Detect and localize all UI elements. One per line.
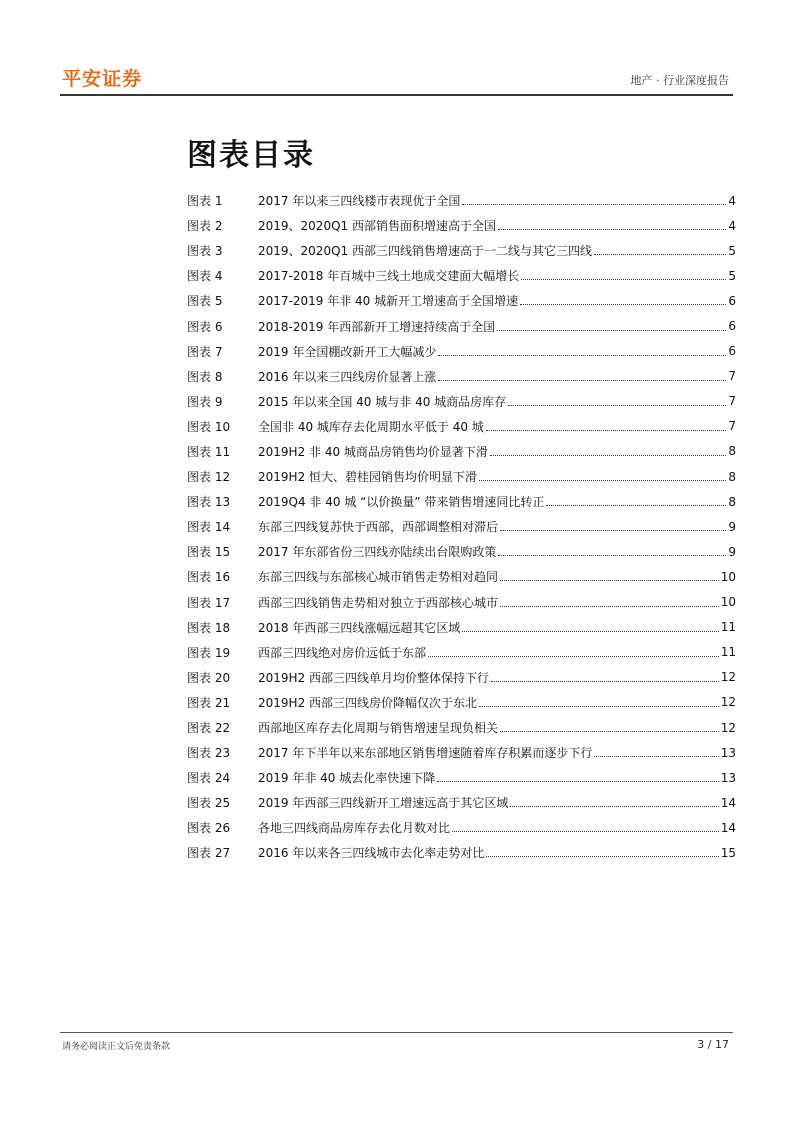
- dot-leader: [479, 706, 719, 707]
- figure-page: 13: [720, 770, 736, 785]
- figure-number: 图表 9: [187, 394, 223, 409]
- figure-title: 2017-2018 年百城中三线土地成交建面大幅增长: [258, 269, 520, 284]
- figure-page: 12: [720, 720, 736, 735]
- figure-number: 图表 16: [187, 570, 231, 585]
- dot-leader: [498, 229, 726, 230]
- figure-number: 图表 10: [187, 419, 231, 434]
- toc-entry[interactable]: [187, 313, 736, 338]
- toc-entry[interactable]: [187, 590, 736, 615]
- figure-page: 6: [728, 344, 736, 359]
- figure-number: 图表 21: [187, 695, 231, 710]
- dot-leader: [500, 580, 719, 581]
- dot-leader: [497, 330, 726, 331]
- toc-entry[interactable]: [187, 539, 736, 564]
- figure-title: 2017 年东部省份三四线亦陆续出台限购政策: [258, 545, 497, 560]
- figure-title: 2019Q4 非 40 城 “以价换量” 带来销售增速同比转正: [258, 495, 545, 510]
- disclaimer-note: 请务必阅读正文后免责条款: [62, 1042, 171, 1052]
- figure-number: 图表 1: [187, 194, 223, 209]
- figure-page: 12: [720, 695, 736, 710]
- figure-number: 图表 3: [187, 244, 223, 259]
- figure-title: 2019 年全国棚改新开工大幅减少: [258, 344, 437, 359]
- dot-leader: [490, 455, 726, 456]
- page-title: 图表目录: [187, 138, 315, 173]
- figure-title: 2019、2020Q1 西部销售面积增速高于全国: [258, 219, 496, 234]
- dot-leader: [594, 756, 718, 757]
- figure-number: 图表 4: [187, 269, 223, 284]
- figure-page: 7: [728, 394, 736, 409]
- dot-leader: [438, 355, 726, 356]
- dot-leader: [521, 279, 726, 280]
- figure-title: 2016 年以来各三四线城市去化率走势对比: [258, 846, 485, 861]
- figure-page: 14: [720, 795, 736, 810]
- toc-entry[interactable]: [187, 364, 736, 389]
- page-number: 3 / 17: [697, 1038, 729, 1051]
- figure-number: 图表 5: [187, 294, 223, 309]
- figure-title: 东部三四线与东部核心城市销售走势相对趋同: [258, 570, 499, 585]
- footer-divider: [60, 1032, 733, 1033]
- figure-title: 2015 年以来全国 40 城与非 40 城商品房库存: [258, 394, 507, 409]
- dot-leader: [520, 304, 726, 305]
- figure-title: 西部三四线绝对房价远低于东部: [258, 645, 427, 660]
- figure-title: 2019H2 恒大、碧桂园销售均价明显下滑: [258, 470, 478, 485]
- figure-number: 图表 23: [187, 746, 231, 761]
- dot-leader: [500, 530, 726, 531]
- figure-number: 图表 18: [187, 620, 231, 635]
- company-logo: 平安证券: [62, 68, 143, 90]
- figure-title: 2019 年西部三四线新开工增速远高于其它区域: [258, 796, 509, 811]
- toc-entry[interactable]: [187, 213, 736, 238]
- figure-number: 图表 7: [187, 344, 223, 359]
- figure-title: 2017-2019 年非 40 城新开工增速高于全国增速: [258, 294, 519, 309]
- figure-number: 图表 14: [187, 520, 231, 535]
- toc-entry[interactable]: [187, 439, 736, 464]
- toc-entry[interactable]: [187, 815, 736, 840]
- figure-title: 2017 年以来三四线楼市表现优于全国: [258, 194, 461, 209]
- figure-title: 东部三四线复苏快于西部，西部调整相对滞后: [258, 520, 499, 535]
- figure-page: 11: [720, 645, 736, 660]
- figure-number: 图表 24: [187, 771, 231, 786]
- figure-page: 11: [720, 620, 736, 635]
- figure-page: 10: [720, 569, 736, 584]
- figure-page: 10: [720, 595, 736, 610]
- toc-entry[interactable]: [187, 389, 736, 414]
- header-divider: [60, 94, 733, 96]
- dot-leader: [438, 380, 726, 381]
- figure-title: 2019H2 非 40 城商品房销售均价显著下滑: [258, 444, 488, 459]
- toc-entry[interactable]: [187, 514, 736, 539]
- figure-number: 图表 20: [187, 670, 231, 685]
- figure-number: 图表 26: [187, 821, 231, 836]
- figure-page: 7: [728, 419, 736, 434]
- dot-leader: [452, 831, 719, 832]
- figure-list: [187, 188, 736, 866]
- toc-entry[interactable]: [187, 238, 736, 263]
- dot-leader: [462, 631, 718, 632]
- figure-number: 图表 8: [187, 369, 223, 384]
- figure-page: 8: [728, 444, 736, 459]
- figure-page: 8: [728, 469, 736, 484]
- figure-number: 图表 27: [187, 846, 231, 861]
- figure-page: 8: [728, 494, 736, 509]
- dot-leader: [486, 856, 718, 857]
- figure-title: 西部三四线销售走势相对独立于西部核心城市: [258, 595, 499, 610]
- figure-number: 图表 13: [187, 495, 231, 510]
- figure-number: 图表 6: [187, 319, 223, 334]
- figure-page: 4: [728, 218, 736, 233]
- figure-number: 图表 11: [187, 444, 231, 459]
- figure-number: 图表 12: [187, 470, 231, 485]
- dot-leader: [500, 731, 719, 732]
- figure-number: 图表 22: [187, 721, 231, 736]
- figure-page: 13: [720, 745, 736, 760]
- figure-page: 9: [728, 544, 736, 559]
- dot-leader: [479, 480, 726, 481]
- figure-title: 全国非 40 城库存去化周期水平低于 40 城: [258, 419, 484, 434]
- figure-title: 2018-2019 年西部新开工增速持续高于全国: [258, 319, 496, 334]
- dot-leader: [498, 555, 726, 556]
- figure-number: 图表 19: [187, 645, 231, 660]
- toc-entry[interactable]: [187, 188, 736, 213]
- dot-leader: [437, 781, 718, 782]
- figure-number: 图表 15: [187, 545, 231, 560]
- figure-number: 图表 25: [187, 796, 231, 811]
- dot-leader: [491, 681, 719, 682]
- figure-page: 5: [728, 243, 736, 258]
- figure-number: 图表 17: [187, 595, 231, 610]
- toc-entry[interactable]: [187, 263, 736, 288]
- toc-entry[interactable]: [187, 489, 736, 514]
- toc-entry[interactable]: [187, 740, 736, 765]
- dot-leader: [462, 204, 726, 205]
- toc-entry[interactable]: [187, 288, 736, 313]
- toc-entry[interactable]: [187, 464, 736, 489]
- dot-leader: [508, 405, 726, 406]
- figure-page: 6: [728, 319, 736, 334]
- figure-title: 2019H2 西部三四线房价降幅仅次于东北: [258, 695, 478, 710]
- dot-leader: [428, 656, 719, 657]
- dot-leader: [510, 806, 718, 807]
- toc-entry[interactable]: [187, 690, 736, 715]
- toc-entry[interactable]: [187, 665, 736, 690]
- toc-entry[interactable]: [187, 840, 736, 865]
- toc-entry[interactable]: [187, 615, 736, 640]
- figure-title: 2017 年下半年以来东部地区销售增速随着库存积累而逐步下行: [258, 746, 593, 761]
- figure-page: 14: [720, 820, 736, 835]
- dot-leader: [546, 505, 726, 506]
- toc-entry[interactable]: [187, 564, 736, 589]
- document-type-label: 地产 · 行业深度报告: [630, 74, 729, 87]
- figure-page: 6: [728, 293, 736, 308]
- dot-leader: [500, 606, 719, 607]
- toc-entry[interactable]: [187, 640, 736, 665]
- figure-title: 2019H2 西部三四线单月均价整体保持下行: [258, 670, 490, 685]
- toc-entry[interactable]: [187, 765, 736, 790]
- figure-title: 各地三四线商品房库存去化月数对比: [258, 821, 451, 836]
- toc-entry[interactable]: [187, 715, 736, 740]
- figure-page: 4: [728, 193, 736, 208]
- figure-page: 5: [728, 268, 736, 283]
- dot-leader: [594, 254, 726, 255]
- figure-number: 图表 2: [187, 219, 223, 234]
- toc-entry[interactable]: [187, 339, 736, 364]
- figure-title: 2019 年非 40 城去化率快速下降: [258, 771, 436, 786]
- figure-page: 7: [728, 369, 736, 384]
- figure-page: 15: [720, 845, 736, 860]
- figure-title: 2018 年西部三四线涨幅远超其它区域: [258, 620, 461, 635]
- figure-page: 12: [720, 670, 736, 685]
- figure-title: 西部地区库存去化周期与销售增速呈现负相关: [258, 721, 499, 736]
- dot-leader: [486, 430, 727, 431]
- figure-title: 2016 年以来三四线房价显著上涨: [258, 369, 437, 384]
- toc-entry[interactable]: [187, 790, 736, 815]
- figure-title: 2019、2020Q1 西部三四线销售增速高于一二线与其它三四线: [258, 244, 592, 259]
- toc-entry[interactable]: [187, 414, 736, 439]
- figure-page: 9: [728, 519, 736, 534]
